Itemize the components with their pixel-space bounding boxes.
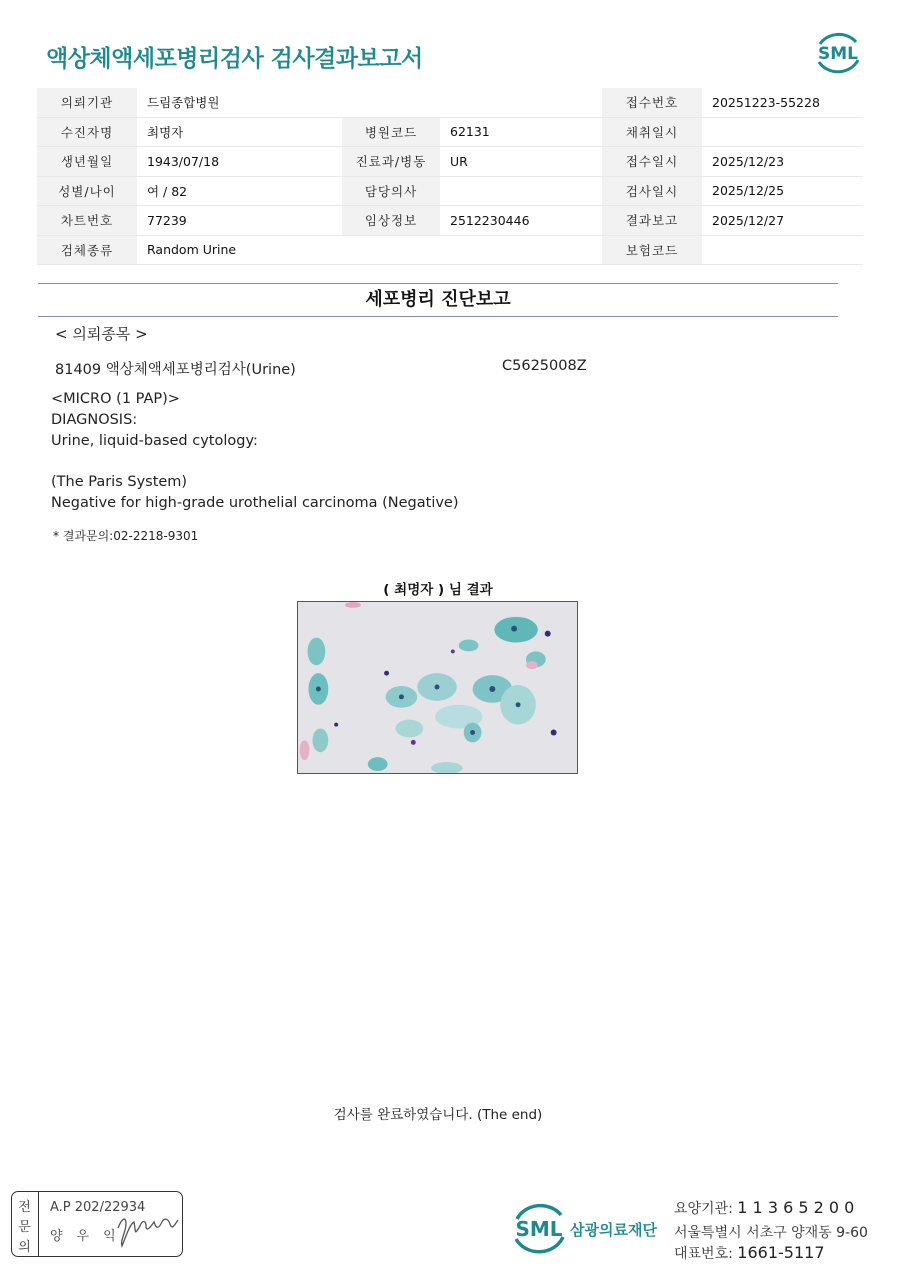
report-line-system: (The Paris System) (51, 474, 188, 490)
info-label: 진료과/병동 (342, 147, 440, 177)
order-section-label: < 의뢰종목 > (55, 325, 148, 343)
cytology-image (297, 601, 578, 774)
report-title: 세포병리 진단보고 (365, 289, 511, 310)
info-value: 2025/12/27 (702, 206, 863, 236)
order-item: 81409 액상체액세포병리검사(Urine) (55, 362, 296, 378)
signature-title-char: 전 (18, 1200, 31, 1215)
info-row (37, 235, 863, 265)
info-label: 채취일시 (602, 117, 702, 147)
info-value: 1943/07/18 (137, 147, 342, 177)
info-label: 담당의사 (342, 176, 440, 206)
info-value: 62131 (440, 117, 602, 147)
info-label: 검사일시 (602, 176, 702, 206)
contact-note: * 결과문의:02-2218-9301 (53, 529, 199, 543)
image-caption: ( 최명자 ) 님 결과 (383, 582, 493, 598)
facility-code-label: 요양기관: (674, 1201, 733, 1217)
info-value: 드림종합병원 (137, 88, 602, 117)
info-label: 접수일시 (602, 147, 702, 177)
info-label: 생년월일 (37, 147, 137, 177)
order-code: C5625008Z (502, 358, 587, 374)
sml-logo (812, 28, 864, 76)
facility-code-value: 1 1 3 6 5 2 0 0 (737, 1198, 855, 1217)
info-label: 보험코드 (602, 235, 702, 265)
phone-value: 1661-5117 (737, 1243, 825, 1262)
info-value: 최명자 (137, 117, 342, 147)
info-value (702, 235, 863, 265)
info-value: 여 / 82 (137, 176, 342, 206)
info-value: 20251223-55228 (702, 88, 863, 117)
phone-label: 대표번호: (674, 1246, 733, 1262)
report-line-result: Negative for high-grade urothelial carcinoma (Negative) (51, 495, 459, 511)
info-label: 차트번호 (37, 206, 137, 236)
footer-sml-logo-icon (509, 1199, 569, 1257)
patient-info-table (37, 88, 863, 265)
document-title: 액상체액세포병리검사 검사결과보고서 (46, 46, 423, 72)
sml-logo-text: SML (818, 44, 858, 64)
info-row (37, 88, 863, 117)
info-value: 77239 (137, 206, 342, 236)
info-row (37, 117, 863, 147)
info-row (37, 147, 863, 177)
footer-logo-text: SML (515, 1217, 563, 1241)
info-value: 2025/12/25 (702, 176, 863, 206)
signature-title-column (11, 1191, 39, 1257)
info-value: 2512230446 (440, 206, 602, 236)
info-label: 의뢰기관 (37, 88, 137, 117)
signature-title-char: 문 (18, 1220, 31, 1235)
footer-address: 서울특별시 서초구 양재동 9-60 (674, 1225, 868, 1241)
pathologist-name: 양우익 (50, 1229, 130, 1244)
end-text: 검사를 완료하였습니다. (The end) (333, 1107, 543, 1123)
cytology-micrograph-icon (298, 602, 577, 773)
info-row (37, 206, 863, 236)
info-value: 2025/12/23 (702, 147, 863, 177)
report-line-micro: <MICRO (1 PAP)> (51, 391, 180, 407)
pathologist-license: A.P 202/22934 (50, 1200, 146, 1215)
info-row (37, 176, 863, 206)
report-line-specimen: Urine, liquid-based cytology: (51, 433, 258, 449)
info-label: 성별/나이 (37, 176, 137, 206)
footer-org-name: 삼광의료재단 (570, 1221, 657, 1239)
info-value: UR (440, 147, 602, 177)
section-rule-bottom (38, 316, 838, 317)
info-label: 병원코드 (342, 117, 440, 147)
footer-sml-logo (509, 1199, 569, 1257)
info-label: 임상정보 (342, 206, 440, 236)
info-label: 접수번호 (602, 88, 702, 117)
section-rule-top (38, 283, 838, 284)
info-value: Random Urine (137, 235, 602, 265)
info-label: 수진자명 (37, 117, 137, 147)
info-label: 결과보고 (602, 206, 702, 236)
signature-scribble-icon (112, 1206, 182, 1252)
footer-facility-code (674, 1198, 854, 1218)
info-value (440, 176, 602, 206)
sml-logo-icon (812, 28, 864, 76)
info-label: 검체종류 (37, 235, 137, 265)
footer-phone (674, 1243, 825, 1263)
report-line-diagnosis: DIAGNOSIS: (51, 412, 138, 428)
info-value (702, 117, 863, 147)
signature-title-char: 의 (18, 1240, 31, 1255)
handwritten-signature (112, 1206, 182, 1252)
patient-info-body (37, 88, 863, 265)
